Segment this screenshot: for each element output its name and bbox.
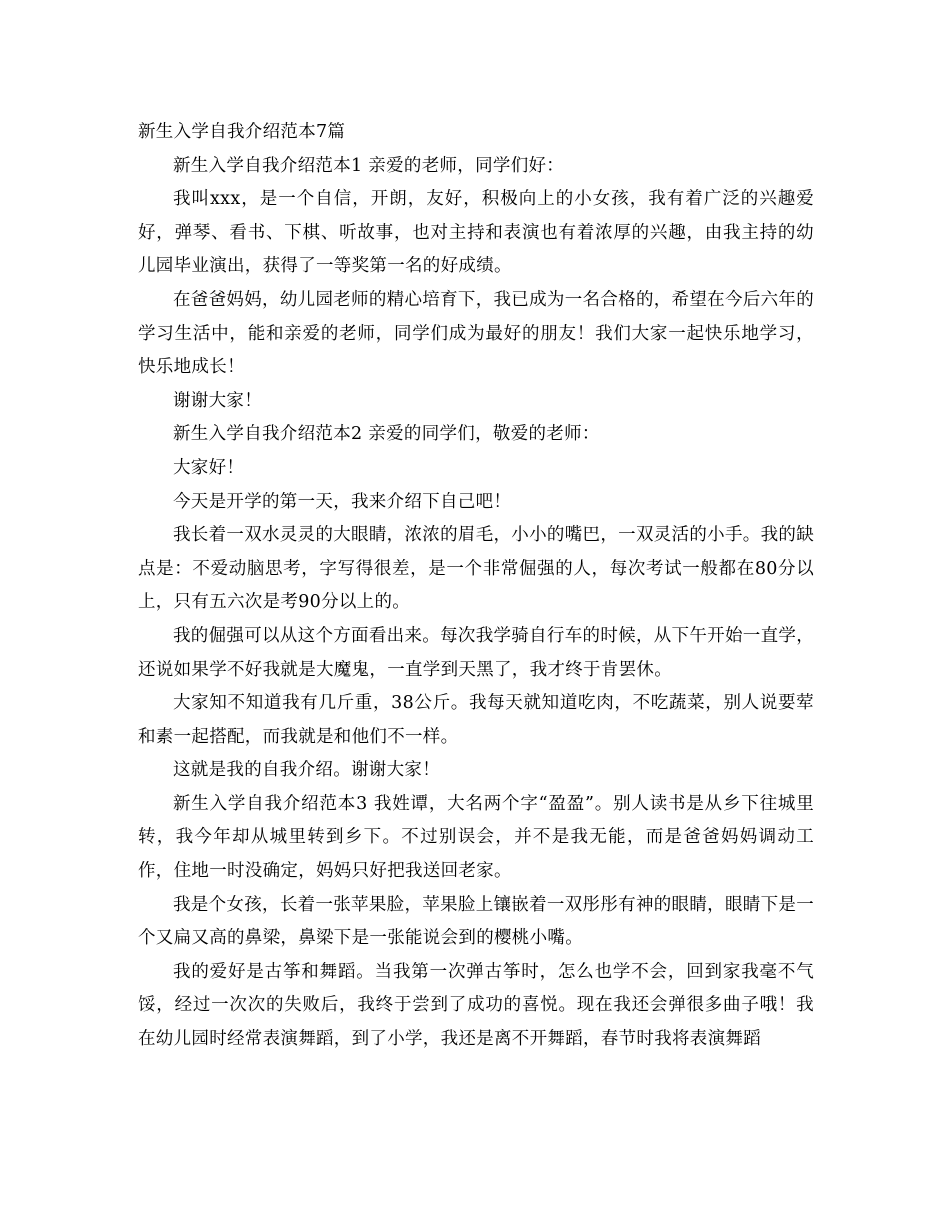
paragraph: 新生入学自我介绍范本1 亲爱的老师，同学们好： <box>173 155 565 176</box>
paragraph: 新生入学自我介绍范本3 我姓谭，大名两个字“盈盈”。别人读书是从乡下往城里转，我今年却从城里转到乡下。不过别误会，并不是我无能，而是爸爸妈妈调动工作，住地一时没确定，妈妈只好把我送回老家。 <box>138 793 814 882</box>
paragraph: 我的倔强可以从这个方面看出来。每次我学骑自行车的时候，从下午开始一直学，还说如果学不好我就是大魔鬼，一直学到天黑了，我才终于肯罢休。 <box>138 625 814 680</box>
paragraph: 我是个女孩，长着一张苹果脸，苹果脸上镶嵌着一双彤彤有神的眼睛，眼睛下是一个又扁又高的鼻梁，鼻梁下是一张能说会到的樱桃小嘴。 <box>138 894 814 949</box>
paragraph: 在爸爸妈妈，幼儿园老师的精心培育下，我已成为一名合格的，希望在今后六年的学习生活中，能和亲爱的老师，同学们成为最好的朋友！我们大家一起快乐地学习，快乐地成长！ <box>138 289 814 378</box>
paragraph: 大家知不知道我有几斤重，38公斤。我每天就知道吃肉，不吃蔬菜，别人说要荤和素一起搭配，而我就是和他们不一样。 <box>138 693 814 747</box>
paragraph: 大家好！ <box>173 457 245 478</box>
paragraph: 今天是开学的第一天，我来介绍下自己吧！ <box>173 491 512 512</box>
paragraph: 我的爱好是古筝和舞蹈。当我第一次弹古筝时，怎么也学不会，回到家我毫不气馁，经过一次次的失败后，我终于尝到了成功的喜悦。现在我还会弹很多曲子哦！我在幼儿园时经常表演舞蹈，到了小学，我还是离不开舞蹈，春节时我将表演舞蹈 <box>138 961 814 1050</box>
paragraph: 谢谢大家！ <box>173 390 262 411</box>
paragraph: 这就是我的自我介绍。谢谢大家！ <box>173 760 440 781</box>
paragraph: 新生入学自我介绍范本2 亲爱的同学们，敬爱的老师： <box>173 424 600 445</box>
document-title: 新生入学自我介绍范本7篇 <box>138 122 346 142</box>
paragraph: 我叫xxx，是一个自信，开朗，友好，积极向上的小女孩，我有着广泛的兴趣爱好，弹琴、看书、下棋、听故事，也对主持和表演也有着浓厚的兴趣，由我主持的幼儿园毕业演出，获得了一等奖第一名的好成绩。 <box>138 189 814 277</box>
document-body <box>138 116 814 1057</box>
paragraph: 我长着一双水灵灵的大眼睛，浓浓的眉毛，小小的嘴巴，一双灵活的小手。我的缺点是：不爱动脑思考，字写得很差，是一个非常倔强的人，每次考试一般都在80分以上，只有五六次是考90分以上的。 <box>138 525 814 613</box>
